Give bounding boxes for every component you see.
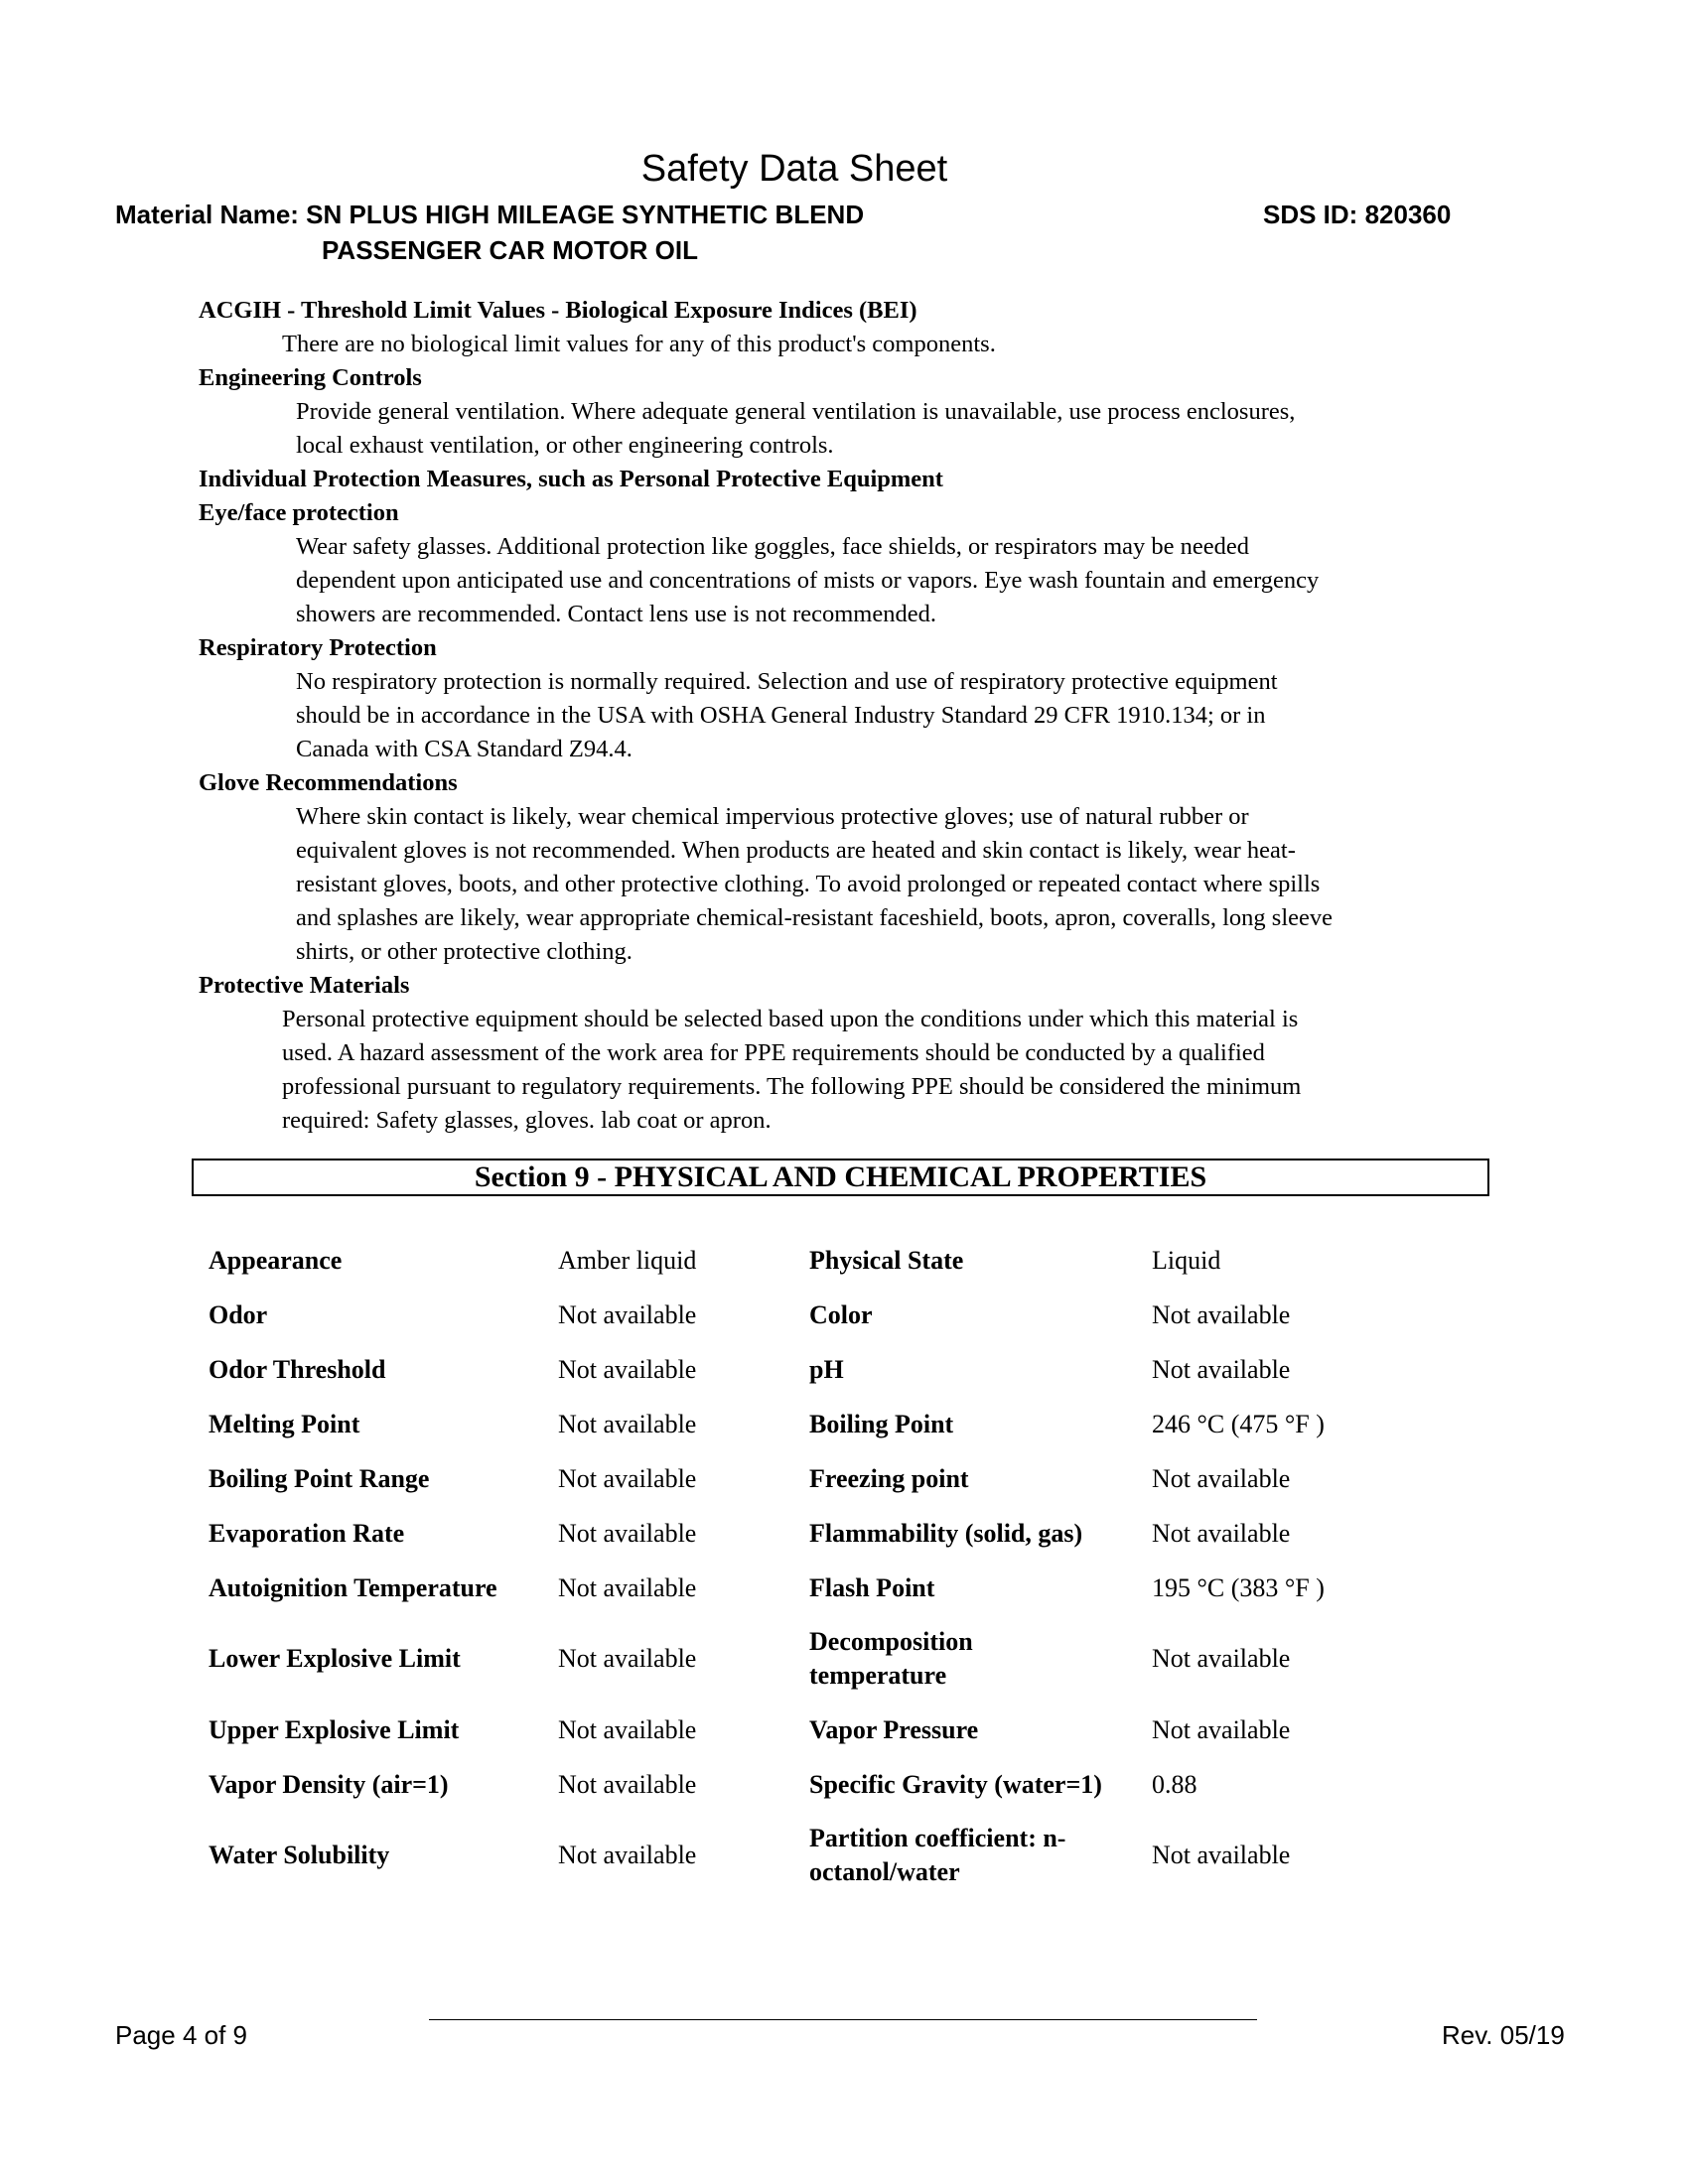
- property-label-line: temperature: [809, 1661, 947, 1690]
- property-value: Not available: [1152, 1518, 1291, 1548]
- protective-materials-line: required: Safety glasses, gloves. lab coat or apron.: [282, 1107, 772, 1134]
- glove-line: and splashes are likely, wear appropriate chemical-resistant faceshield, boots, apron, coveralls, long sleeve: [296, 904, 1334, 931]
- property-value: Not available: [558, 1518, 697, 1548]
- respiratory-heading: Respiratory Protection: [199, 634, 437, 661]
- table-row: [209, 1703, 1450, 1757]
- table-row: [209, 1451, 1450, 1506]
- property-value: Amber liquid: [558, 1245, 697, 1275]
- page-number: Page 4 of 9: [115, 2020, 247, 2050]
- property-value: Not available: [558, 1354, 697, 1384]
- property-label: Upper Explosive Limit: [209, 1714, 460, 1744]
- property-value: Liquid: [1152, 1245, 1221, 1275]
- property-value: Not available: [558, 1769, 697, 1799]
- property-label: Color: [809, 1299, 873, 1329]
- property-label: Flammability (solid, gas): [809, 1518, 1083, 1548]
- revision: Rev. 05/19: [1442, 2020, 1565, 2050]
- respiratory-line: No respiratory protection is normally required. Selection and use of respiratory protective equipment: [296, 668, 1278, 695]
- property-value: Not available: [1152, 1714, 1291, 1744]
- property-value: 0.88: [1152, 1769, 1197, 1799]
- table-row: [209, 1561, 1450, 1615]
- engineering-line: Provide general ventilation. Where adequate general ventilation is unavailable, use process enclosures,: [296, 398, 1296, 425]
- property-label: Vapor Density (air=1): [209, 1769, 449, 1799]
- bei-heading: ACGIH - Threshold Limit Values - Biological Exposure Indices (BEI): [199, 297, 917, 324]
- property-label: Vapor Pressure: [809, 1714, 979, 1744]
- property-label: Odor Threshold: [209, 1354, 386, 1384]
- material-name-line1: Material Name: SN PLUS HIGH MILEAGE SYNTHETIC BLEND: [115, 200, 865, 229]
- eye-line: Wear safety glasses. Additional protection like goggles, face shields, or respirators may be needed: [296, 533, 1250, 560]
- property-label: Autoignition Temperature: [209, 1572, 497, 1602]
- property-value: Not available: [1152, 1841, 1291, 1869]
- table-row: [209, 1397, 1450, 1451]
- protective-materials-heading: Protective Materials: [199, 972, 410, 999]
- property-label: Boiling Point Range: [209, 1463, 430, 1493]
- material-name-line2: PASSENGER CAR MOTOR OIL: [322, 235, 698, 265]
- ipm-heading: Individual Protection Measures, such as Personal Protective Equipment: [199, 466, 943, 492]
- table-row: [209, 1288, 1450, 1342]
- property-label-line: Partition coefficient: n-: [809, 1824, 1066, 1852]
- property-value: Not available: [558, 1841, 697, 1869]
- material-name: [115, 197, 864, 268]
- property-label: Specific Gravity (water=1): [809, 1769, 1102, 1799]
- section9-title: Section 9 - PHYSICAL AND CHEMICAL PROPERTIES: [192, 1159, 1489, 1196]
- property-label: Melting Point: [209, 1409, 360, 1438]
- respiratory-line: Canada with CSA Standard Z94.4.: [296, 736, 633, 762]
- property-label-line: Decomposition: [809, 1627, 973, 1656]
- glove-heading: Glove Recommendations: [199, 769, 458, 796]
- property-value: Not available: [1152, 1354, 1291, 1384]
- property-value: 246 °C (475 °F ): [1152, 1409, 1325, 1438]
- property-label: pH: [809, 1354, 844, 1384]
- table-row: [209, 1506, 1450, 1561]
- property-value: Not available: [1152, 1299, 1291, 1329]
- glove-line: resistant gloves, boots, and other protective clothing. To avoid prolonged or repeated contact where spills: [296, 871, 1321, 897]
- document-title: Safety Data Sheet: [640, 148, 948, 190]
- property-value: Not available: [1152, 1463, 1291, 1493]
- table-row: [209, 1812, 1450, 1899]
- property-label: Appearance: [209, 1245, 343, 1275]
- bei-text: There are no biological limit values for any of this product's components.: [282, 331, 996, 357]
- protective-materials-line: professional pursuant to regulatory requirements. The following PPE should be considered the minimum: [282, 1073, 1302, 1100]
- property-value: Not available: [558, 1409, 697, 1438]
- glove-line: equivalent gloves is not recommended. When products are heated and skin contact is likely, wear heat-: [296, 837, 1296, 864]
- table-row: [209, 1757, 1450, 1812]
- table-row: [209, 1233, 1450, 1288]
- table-row: [209, 1342, 1450, 1397]
- eye-line: dependent upon anticipated use and concentrations of mists or vapors. Eye wash fountain and emergency: [296, 567, 1320, 594]
- property-label: [809, 1812, 1152, 1899]
- property-value: Not available: [558, 1644, 697, 1673]
- engineering-line: local exhaust ventilation, or other engineering controls.: [296, 432, 834, 459]
- properties-table: [209, 1233, 1450, 1899]
- property-label: Physical State: [809, 1245, 964, 1275]
- property-label: Odor: [209, 1299, 268, 1329]
- property-value: 195 °C (383 °F ): [1152, 1572, 1325, 1602]
- property-label: Freezing point: [809, 1463, 969, 1493]
- property-label: Boiling Point: [809, 1409, 954, 1438]
- property-value: Not available: [558, 1572, 697, 1602]
- eye-heading: Eye/face protection: [199, 499, 399, 526]
- table-row: [209, 1615, 1450, 1703]
- property-label: Water Solubility: [209, 1841, 390, 1869]
- property-label: [809, 1615, 1152, 1703]
- property-value: Not available: [558, 1714, 697, 1744]
- property-label: Flash Point: [809, 1572, 935, 1602]
- protective-materials-line: used. A hazard assessment of the work area for PPE requirements should be conducted by a qualified: [282, 1039, 1265, 1066]
- property-label: Lower Explosive Limit: [209, 1644, 461, 1673]
- property-value: Not available: [1152, 1644, 1291, 1673]
- protective-materials-line: Personal protective equipment should be selected based upon the conditions under which this material is: [282, 1006, 1299, 1032]
- property-value: Not available: [558, 1299, 697, 1329]
- glove-line: shirts, or other protective clothing.: [296, 938, 633, 965]
- engineering-heading: Engineering Controls: [199, 364, 422, 391]
- property-value: Not available: [558, 1463, 697, 1493]
- section8-content: [199, 294, 1489, 1138]
- respiratory-line: should be in accordance in the USA with OSHA General Industry Standard 29 CFR 1910.134; or in: [296, 702, 1266, 729]
- sds-id: SDS ID: 820360: [1263, 200, 1452, 229]
- footer-divider: [429, 2019, 1257, 2020]
- eye-line: showers are recommended. Contact lens use is not recommended.: [296, 601, 936, 627]
- property-label-line: octanol/water: [809, 1857, 960, 1886]
- property-label: Evaporation Rate: [209, 1518, 405, 1548]
- glove-line: Where skin contact is likely, wear chemical impervious protective gloves; use of natural rubber or: [296, 803, 1249, 830]
